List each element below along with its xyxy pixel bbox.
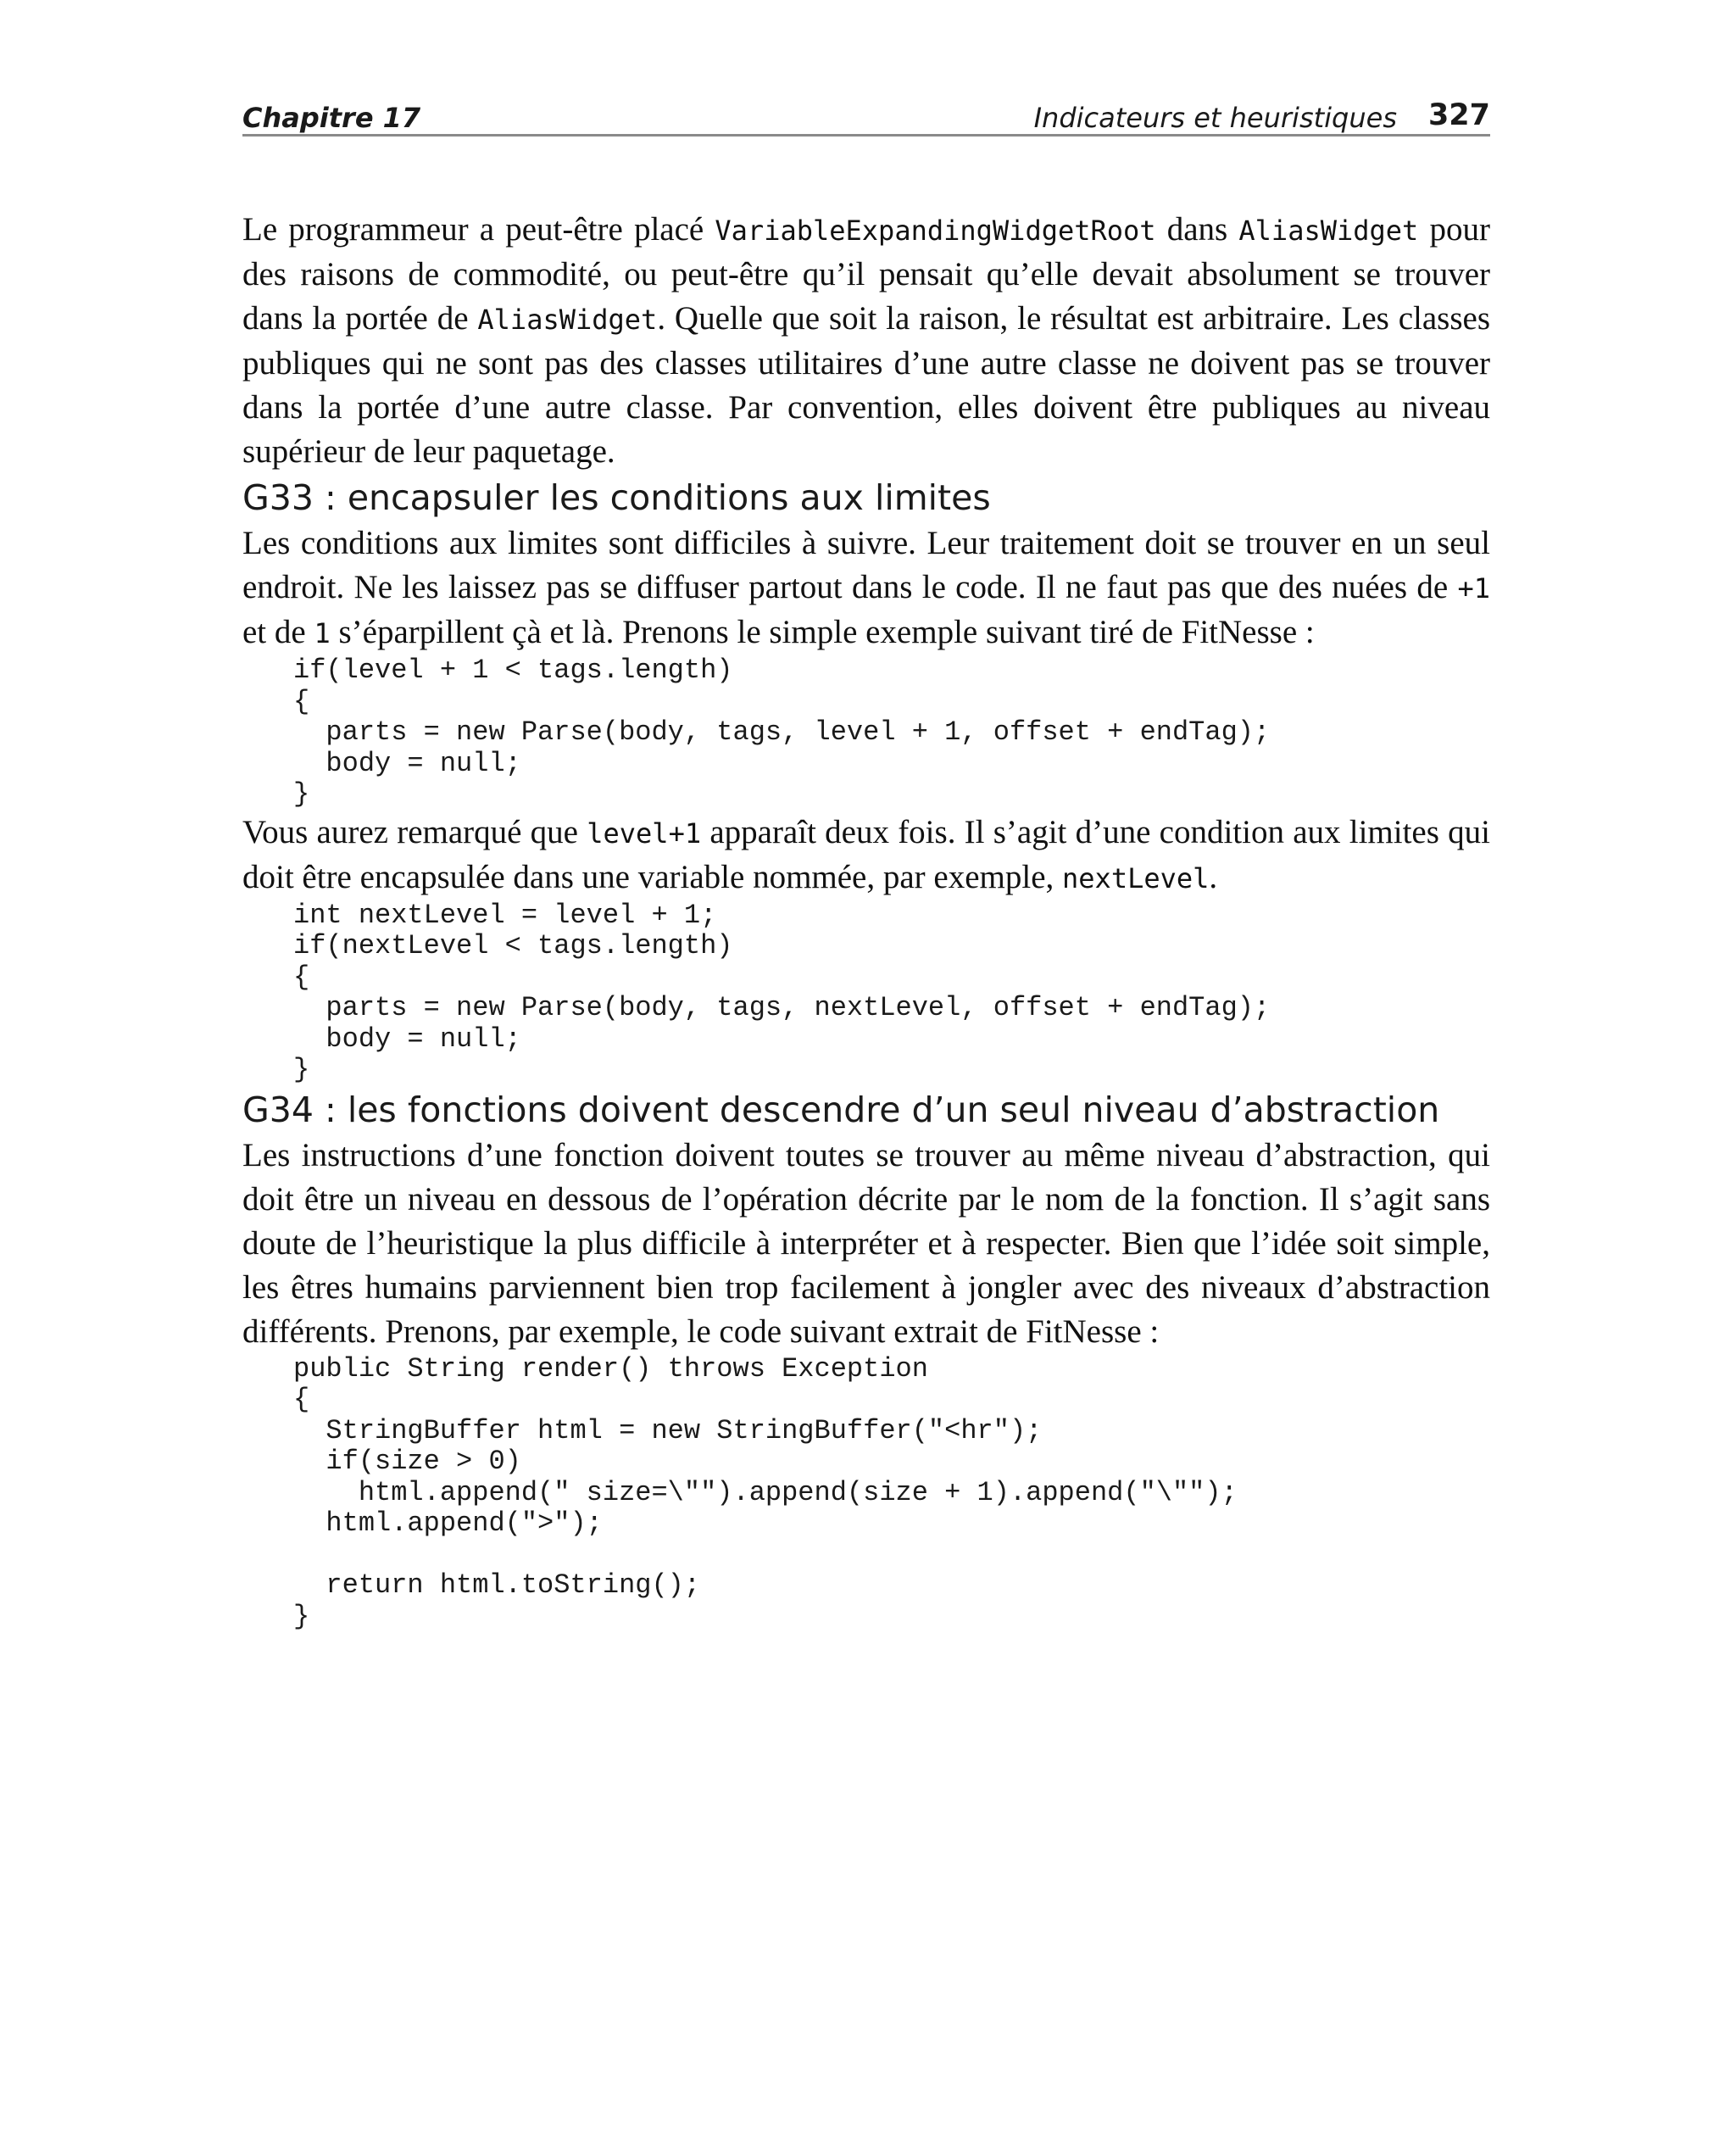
page-number: 327 xyxy=(1427,98,1490,132)
book-page xyxy=(242,93,1490,1632)
intro-text-2: dans xyxy=(1155,211,1239,248)
section-heading-g34: G34 : les fonctions doivent descendre d’un seul niveau d’abstraction xyxy=(242,1089,1440,1130)
g33-paragraph-1 xyxy=(242,521,1490,655)
inline-code-level-plus-1: level+1 xyxy=(587,816,702,850)
section-heading-g33: G33 : encapsuler les conditions aux limites xyxy=(242,477,991,518)
intro-paragraph xyxy=(242,208,1490,474)
code-block-level-plus-one: if(level + 1 < tags.length) { parts = new Parse(body, tags, level + 1, offset + endTag); body = null; } xyxy=(293,655,1271,810)
code-block-render: public String render() throws Exception { StringBuffer html = new StringBuffer("<hr"); if(size > 0) html.append(" size=\"").append(size + 1).append("\""); html.append(">"); return html.toString(); } xyxy=(293,1352,1238,1632)
intro-text-3: pour des raisons de commodité, ou peut-être qu’il pensait qu’elle devait absolument se trouver dans la portée de xyxy=(242,211,1490,337)
g33-p2-text-3: . xyxy=(1209,858,1218,895)
inline-code-alias-widget: AliasWidget xyxy=(1238,215,1419,247)
inline-code-variable-expanding-widget-root: VariableExpandingWidgetRoot xyxy=(715,215,1156,247)
inline-code-plus-one: +1 xyxy=(1457,572,1490,605)
code-block-next-level: int nextLevel = level + 1; if(nextLevel < tags.length) { parts = new Parse(body, tags, nextLevel, offset + endTag); body = null; } xyxy=(293,899,1271,1085)
running-header xyxy=(242,93,1490,137)
running-section-title: Indicateurs et heuristiques xyxy=(1033,102,1397,134)
intro-text-4: . Quelle que soit la raison, le résultat est arbitraire. Les classes publiques qui ne sont pas des classes utilitaires d’une autre classe ne doivent pas se trouver dans la portée d’une autre classe. Par convention, elles doivent être publiques au niveau supérieur de leur paquetage. xyxy=(242,300,1490,470)
g33-p1-text-1: Les conditions aux limites sont difficiles à suivre. Leur traitement doit se trouver en un seul endroit. Ne les laissez pas se diffuser partout dans le code. Il ne faut pas que des nuées de xyxy=(242,525,1490,605)
g33-paragraph-2 xyxy=(242,811,1490,900)
chapter-label: Chapitre 17 xyxy=(242,102,421,134)
g33-p2-text-2: apparaît deux fois. Il s’agit d’une condition aux limites qui doit être encapsulée dans une variable nommée, par exemple, xyxy=(242,813,1490,895)
g33-p1-text-3: s’éparpillent çà et là. Prenons le simple exemple suivant tiré de FitNesse : xyxy=(330,614,1315,650)
g34-paragraph-1: Les instructions d’une fonction doivent toutes se trouver au même niveau d’abstraction, qui doit être un niveau en dessous de l’opération décrite par le nom de la fonction. Il s’agit sans doute de l’heuristique la plus difficile à interpréter et à respecter. Bien que l’idée soit simple, les êtres humains parviennent bien trop facilement à jongler avec des niveaux d’abstraction différents. Prenons, par exemple, le code suivant extrait de FitNesse : xyxy=(242,1136,1490,1350)
intro-text-1: Le programmeur a peut-être placé xyxy=(242,211,715,248)
g33-p1-text-2: et de xyxy=(242,614,314,650)
inline-code-alias-widget-2: AliasWidget xyxy=(477,304,658,336)
inline-code-next-level: nextLevel xyxy=(1062,861,1210,894)
g33-p2-text-1: Vous aurez remarqué que xyxy=(242,813,587,850)
inline-code-minus-one: 1 xyxy=(314,617,331,649)
